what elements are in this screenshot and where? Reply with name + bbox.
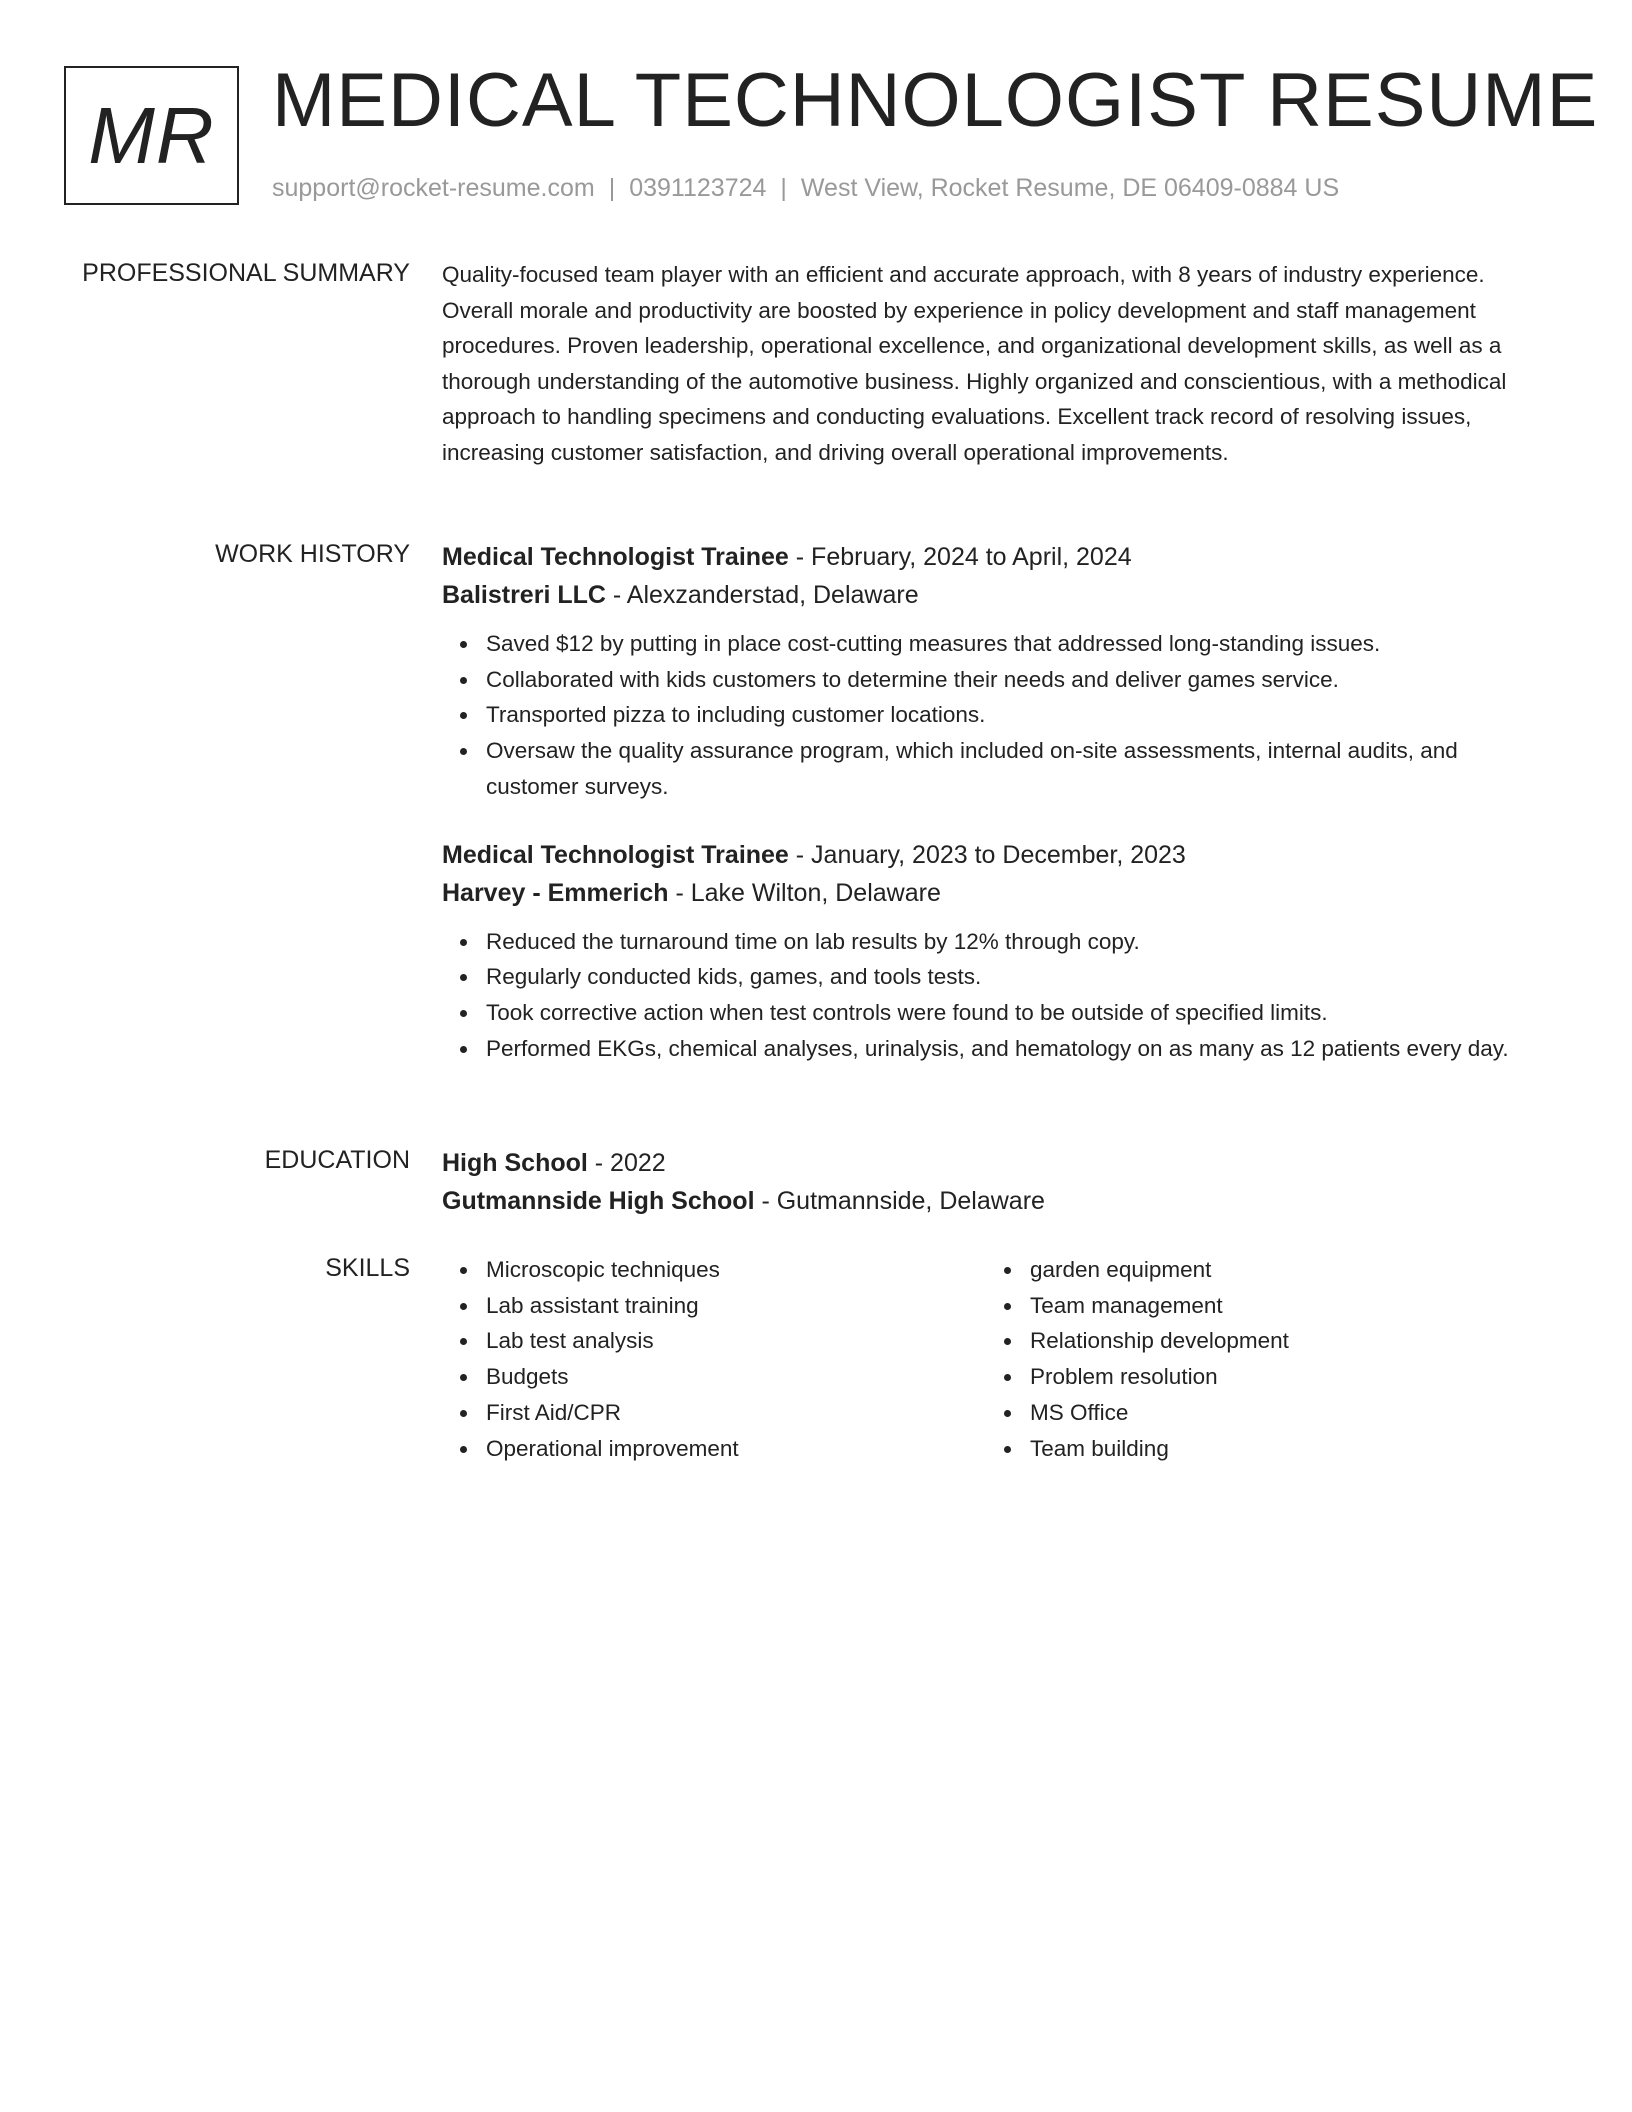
skill-item: Problem resolution (1030, 1359, 1530, 1395)
job-location: - Alexzanderstad, Delaware (605, 581, 919, 609)
job-location: - Lake Wilton, Delaware (668, 878, 941, 907)
job-company-line (442, 576, 1552, 614)
skills-column-right (986, 1252, 1530, 1466)
job-bullet: Reduced the turnaround time on lab results by 12% through copy. (486, 924, 1552, 960)
contact-separator: | (608, 174, 616, 202)
education-year: - 2022 (587, 1149, 666, 1177)
resume-title: MEDICAL TECHNOLOGIST RESUME (272, 58, 1599, 143)
job-title: Medical Technologist Trainee (442, 840, 789, 869)
education-school: Gutmannside High School (442, 1187, 755, 1215)
monogram-box (64, 66, 239, 205)
education-body (442, 1144, 1552, 1220)
section-label-education: EDUCATION (264, 1146, 410, 1174)
job-bullet: Took corrective action when test controls were found to be outside of specified limits. (486, 995, 1552, 1031)
skills-list (442, 1252, 986, 1466)
skill-item: Team building (1030, 1431, 1530, 1467)
skills-list (986, 1252, 1530, 1466)
education-degree-line (442, 1144, 1552, 1182)
contact-line (272, 172, 1339, 204)
job-company-line (442, 874, 1552, 912)
job-entry (442, 836, 1552, 1067)
skill-item: Microscopic techniques (486, 1252, 986, 1288)
education-degree: High School (442, 1149, 588, 1177)
skill-item: garden equipment (1030, 1252, 1530, 1288)
job-entry (442, 538, 1552, 805)
skill-item: First Aid/CPR (486, 1395, 986, 1431)
job-company: Harvey - Emmerich (442, 878, 669, 907)
skills-column-left (442, 1252, 986, 1466)
education-school-line (442, 1182, 1552, 1220)
job-bullet: Saved $12 by putting in place cost-cutting measures that addressed long-standing issues. (486, 626, 1552, 662)
skill-item: Lab assistant training (486, 1288, 986, 1324)
skill-item: Relationship development (1030, 1323, 1530, 1359)
skill-item: Operational improvement (486, 1431, 986, 1467)
skill-item: Budgets (486, 1359, 986, 1395)
job-company: Balistreri LLC (442, 581, 606, 609)
skill-item: Lab test analysis (486, 1323, 986, 1359)
job-title-line (442, 836, 1552, 874)
skill-item: Team management (1030, 1288, 1530, 1324)
job-dates: - February, 2024 to April, 2024 (788, 543, 1132, 571)
skill-item: MS Office (1030, 1395, 1530, 1431)
monogram-initials: MR (88, 90, 215, 180)
education-location: - Gutmannside, Delaware (754, 1187, 1045, 1215)
job-bullet: Regularly conducted kids, games, and tools tests. (486, 959, 1552, 995)
summary-text: Quality-focused team player with an efficient and accurate approach, with 8 years of industry experience. Overall morale and productivity are boosted by experience in policy development and staff management procedures. Proven leadership, operational excellence, and organizational development skills, as well as a thorough understanding of the automotive business. Highly organized and conscientious, with a methodical approach to handling specimens and conducting evaluations. Excellent track record of resolving issues, increasing customer satisfaction, and driving overall operational improvements. (442, 262, 1507, 465)
job-title: Medical Technologist Trainee (442, 543, 789, 571)
section-label-work-history: WORK HISTORY (215, 540, 410, 568)
summary-body (442, 257, 1552, 470)
job-bullet: Collaborated with kids customers to determine their needs and deliver games service. (486, 662, 1552, 698)
contact-address: West View, Rocket Resume, DE 06409-0884 US (800, 174, 1340, 202)
contact-separator: | (780, 174, 787, 202)
contact-email: support@rocket-resume.com (272, 174, 595, 202)
work-history-body (442, 538, 1552, 1066)
skills-body (442, 1252, 1552, 1466)
job-dates: - January, 2023 to December, 2023 (788, 840, 1186, 869)
job-bullet-list (442, 626, 1552, 805)
contact-phone: 0391123724 (629, 174, 767, 202)
job-bullet: Performed EKGs, chemical analyses, urinalysis, and hematology on as many as 12 patients every day. (486, 1031, 1552, 1067)
job-bullet-list (442, 924, 1552, 1067)
job-bullet: Transported pizza to including customer locations. (486, 697, 1552, 733)
skills-grid (442, 1252, 1552, 1466)
section-label-skills: SKILLS (325, 1254, 410, 1282)
section-label-summary: PROFESSIONAL SUMMARY (82, 259, 410, 287)
job-bullet: Oversaw the quality assurance program, which included on-site assessments, internal audits, and customer surveys. (486, 733, 1552, 804)
job-title-line (442, 538, 1552, 576)
